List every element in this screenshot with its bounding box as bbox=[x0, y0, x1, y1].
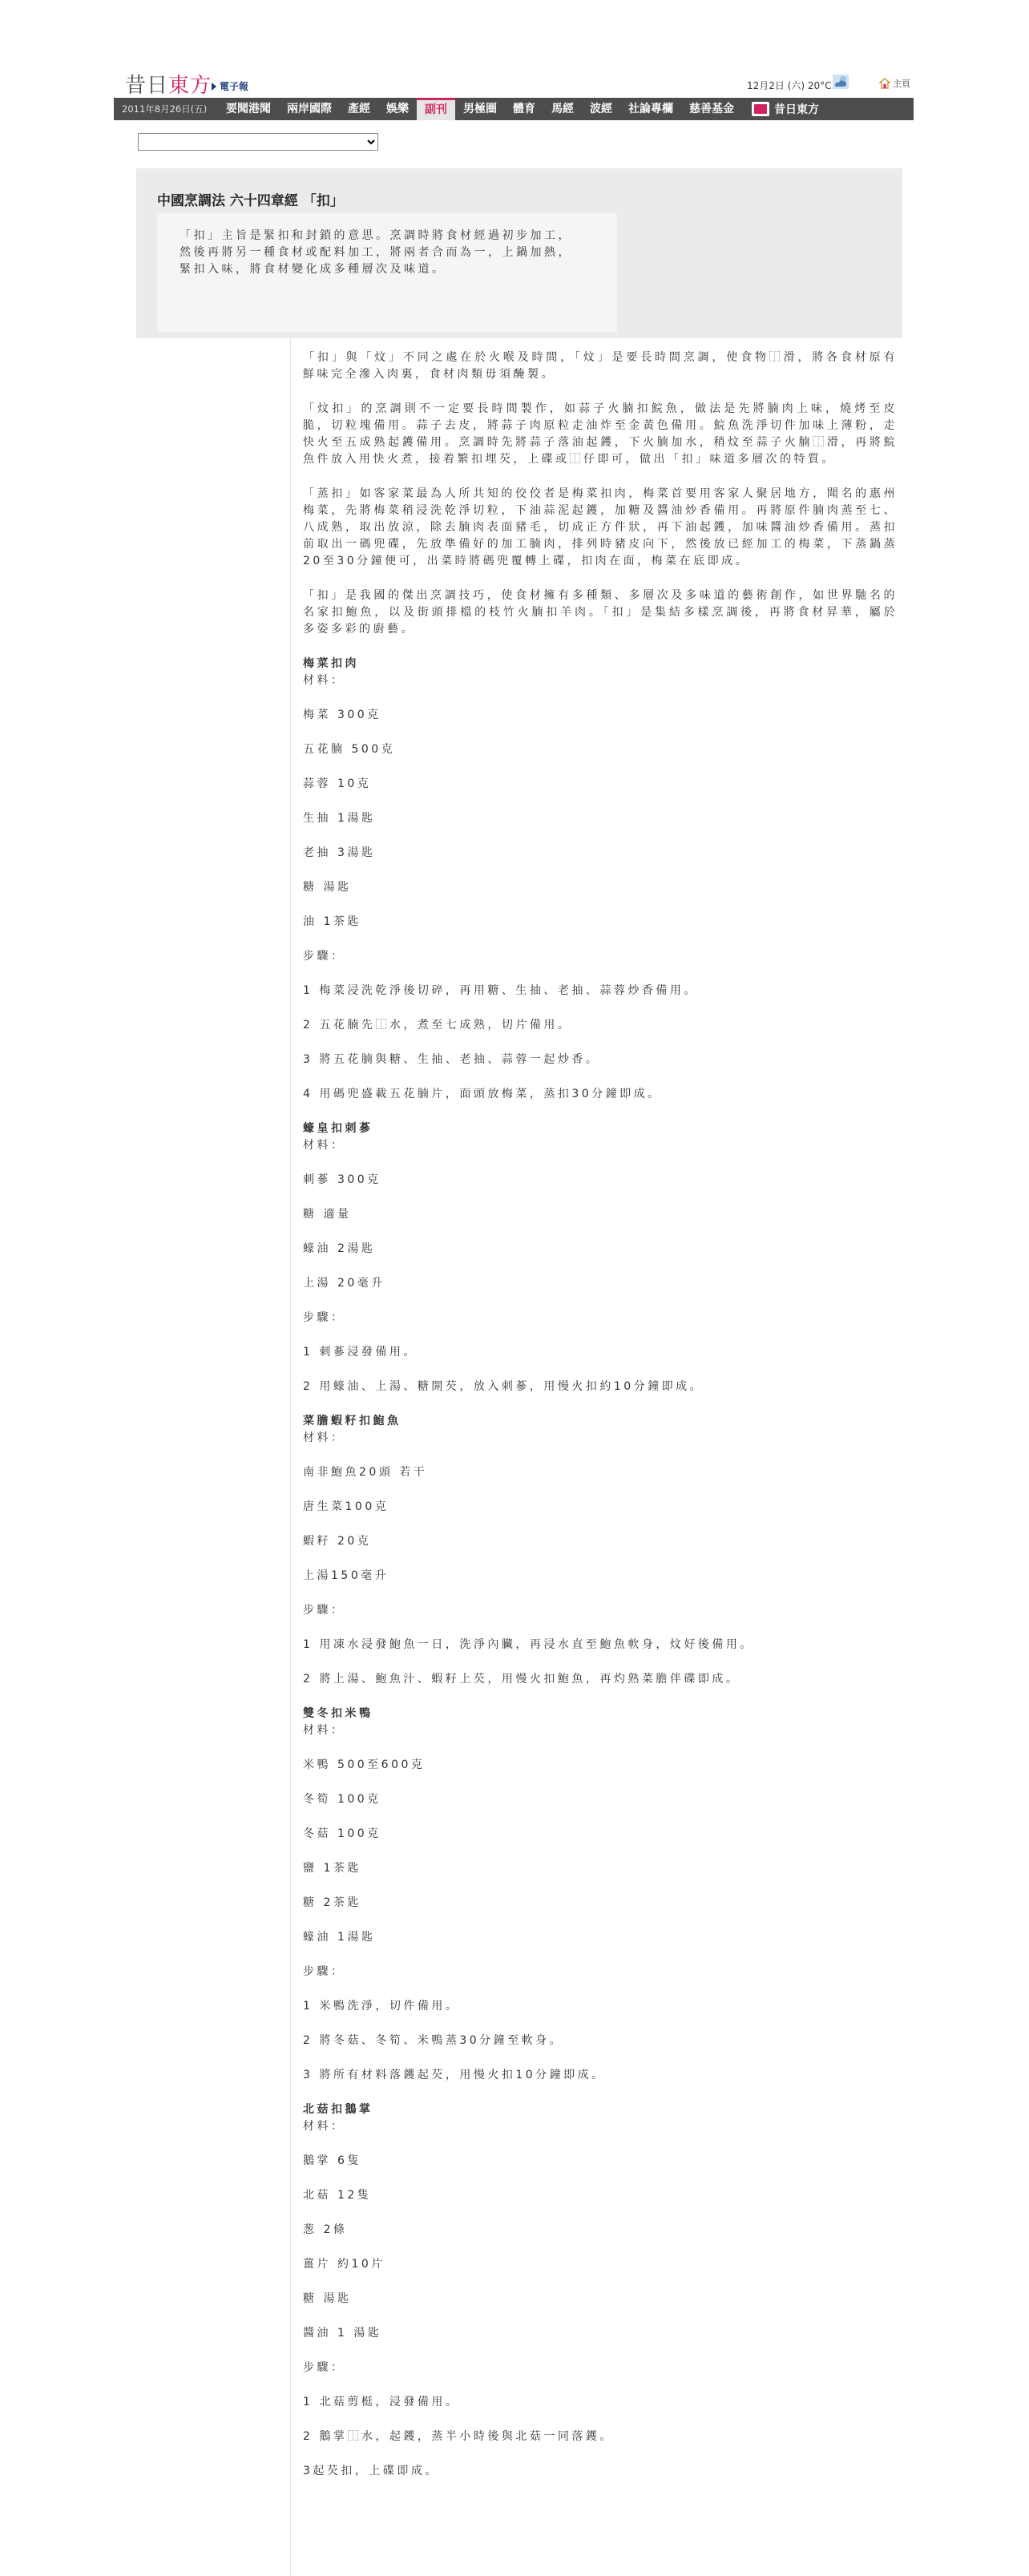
nav-archive-label: 昔日東方 bbox=[774, 103, 819, 116]
epaper-label: 電子報 bbox=[220, 81, 249, 92]
recipe-block bbox=[303, 2102, 898, 2480]
nav-item-supplement[interactable]: 副刊 bbox=[417, 98, 455, 120]
ingredient-item: 蝦籽 20克 bbox=[303, 1535, 372, 1548]
step-item: 1 北菇剪梃，浸發備用。 bbox=[303, 2396, 460, 2408]
nav-item-finance[interactable]: 產經 bbox=[348, 103, 370, 115]
logo-part1: 昔日 bbox=[125, 74, 169, 98]
ingredient-item: 糖 適量 bbox=[303, 1208, 352, 1221]
step-item: 4 用碼兜盛載五花腩片，面頭放梅菜，蒸扣30分鐘即成。 bbox=[303, 1088, 662, 1100]
home-icon bbox=[879, 78, 890, 89]
ingredient-item: 生抽 1湯匙 bbox=[303, 812, 376, 825]
step-item: 3起芡扣，上碟即成。 bbox=[303, 2465, 439, 2477]
page-wrapper bbox=[114, 0, 914, 2477]
ingredient-item: 老抽 3湯匙 bbox=[303, 846, 376, 859]
issue-select[interactable] bbox=[138, 133, 378, 151]
intro-box bbox=[157, 213, 617, 332]
nav-item-football[interactable]: 波經 bbox=[590, 103, 612, 115]
ingredient-item: 冬筍 100克 bbox=[303, 1793, 381, 1806]
recipe-block bbox=[303, 1120, 898, 1395]
site-header bbox=[114, 0, 914, 98]
weather-cloud-icon bbox=[833, 75, 849, 89]
weather-text: 12月2日 (六) 20°C bbox=[747, 80, 832, 91]
step-item: 3 將五花腩與糖、生抽、老抽、蒜蓉一起炒香。 bbox=[303, 1053, 600, 1066]
ingredient-item: 五花腩 500克 bbox=[303, 743, 396, 756]
recipe-block bbox=[303, 1706, 898, 2084]
article-paragraph: 「炆扣」的烹調則不一定要長時間製作，如蒜子火腩扣鯇魚，做法是先將腩肉上味，燒烤至皮脆，切粒塊備用。蒜子去皮，將蒜子肉原粒走油炸至金黃色備用。鯇魚洗淨切件加味上薄粉，走快火至五成熟起鑊備用。烹調時先將蒜子落油起鑊，下火腩加水，稍炆至蒜子火腩⿰滑，再將鯇魚件放入用快火煮，接着繁扣埋芡，上碟或⿰仔即可，做出「扣」味道多層次的特質。 bbox=[303, 402, 898, 466]
step-item: 3 將所有材料落鑊起芡，用慢火扣10分鐘即成。 bbox=[303, 2069, 606, 2081]
nav-item-editorials[interactable]: 社論專欄 bbox=[628, 103, 673, 115]
recipe-block bbox=[303, 656, 898, 1103]
article-paragraph: 「扣」是我國的傑出烹調技巧，使食材擁有多種類、多層次及多味道的藝術創作，如世界馳名的名家扣鮑魚，以及街頭排檔的枝竹火腩扣羊肉。「扣」是集結多樣烹調後，再將食材昇華，屬於多姿多彩的廚藝。 bbox=[303, 589, 898, 636]
ingredient-item: 鹽 1茶匙 bbox=[303, 1862, 361, 1875]
steps-label: 步驟： bbox=[303, 2361, 345, 2374]
ingredient-item: 鵝掌 6隻 bbox=[303, 2154, 361, 2167]
ingredient-item: 上湯150毫升 bbox=[303, 1569, 389, 1582]
steps-label: 步驟： bbox=[303, 950, 345, 963]
nav-date: 2011年8月26日(五) bbox=[122, 103, 208, 115]
ingredients-label: 材料： bbox=[303, 1139, 345, 1152]
recipes-list bbox=[303, 656, 898, 2480]
site-logo[interactable] bbox=[125, 69, 212, 99]
nav-item-news[interactable]: 要聞港聞 bbox=[226, 103, 271, 115]
recipe-block bbox=[303, 1413, 898, 1688]
ingredient-item: 北菇 12隻 bbox=[303, 2189, 372, 2202]
ingredient-item: 糖 湯匙 bbox=[303, 2292, 352, 2305]
calendar-icon bbox=[752, 102, 769, 116]
article-body bbox=[303, 349, 898, 2497]
nav-item-entertainment[interactable]: 娛樂 bbox=[386, 103, 409, 115]
intro-text: 「扣」主旨是緊扣和封鎖的意思。烹調時將食材經過初步加工，然後再將另一種食材或配料加工，將兩者合而為一，上鍋加熱，緊扣入味，將食材變化成多種層次及味道。 bbox=[180, 229, 572, 276]
step-item: 2 將冬菇、冬筍、米鴨蒸30分鐘至軟身。 bbox=[303, 2034, 564, 2047]
ingredient-item: 冬菇 100克 bbox=[303, 1827, 381, 1840]
logo-part2: 東方 bbox=[168, 74, 212, 98]
ingredient-item: 米鴨 500至600克 bbox=[303, 1758, 426, 1771]
home-label: 主頁 bbox=[893, 79, 910, 89]
main-nav bbox=[114, 98, 914, 120]
ingredient-item: 薑片 約10片 bbox=[303, 2258, 385, 2271]
nav-item-sports[interactable]: 體育 bbox=[513, 103, 535, 115]
nav-item-mens[interactable]: 男極圈 bbox=[463, 103, 497, 115]
recipe-title: 雙冬扣米鴨 bbox=[303, 1707, 373, 1720]
epaper-link[interactable] bbox=[212, 79, 248, 93]
ingredient-item: 蒜蓉 10克 bbox=[303, 777, 372, 790]
ingredients-label: 材料： bbox=[303, 674, 345, 687]
recipe-title: 北菇扣鵝掌 bbox=[303, 2103, 373, 2116]
step-item: 2 用蠔油、上湯、糖開芡，放入刺蔘，用慢火扣約10分鐘即成。 bbox=[303, 1380, 704, 1393]
steps-label: 步驟： bbox=[303, 1965, 345, 1978]
step-item: 1 刺蔘浸發備用。 bbox=[303, 1346, 418, 1359]
title-box bbox=[136, 168, 902, 338]
article-paragraph: 「扣」與「炆」不同之處在於火喉及時間，「炆」是要長時間烹調，使食物⿰滑，將各食材原有鮮味完全滲入肉裏，食材肉類毋須醃製。 bbox=[303, 351, 898, 381]
step-item: 2 將上湯、鮑魚汁、蝦籽上芡，用慢火扣鮑魚，再灼熟菜膽伴碟即成。 bbox=[303, 1673, 740, 1686]
step-item: 1 米鴨洗淨，切件備用。 bbox=[303, 2000, 460, 2013]
ingredient-item: 糖 2茶匙 bbox=[303, 1896, 361, 1909]
ingredient-item: 梅菜 300克 bbox=[303, 709, 381, 721]
nav-item-charity[interactable]: 慈善基金 bbox=[689, 103, 734, 115]
ingredient-item: 蠔油 1湯匙 bbox=[303, 1931, 376, 1944]
ingredient-item: 唐生菜100克 bbox=[303, 1500, 389, 1513]
ingredient-item: 油 1茶匙 bbox=[303, 915, 361, 928]
step-item: 2 鵝掌⿰水，起鑊，蒸半小時後與北菇一同落鑊。 bbox=[303, 2430, 614, 2443]
ingredients-label: 材料： bbox=[303, 1431, 345, 1444]
nav-archive-link[interactable] bbox=[752, 101, 819, 117]
ingredient-item: 蠔油 2湯匙 bbox=[303, 1242, 376, 1255]
steps-label: 步驟： bbox=[303, 1311, 345, 1324]
home-link[interactable] bbox=[879, 77, 910, 90]
step-item: 1 用凍水浸發鮑魚一日，洗淨內臟，再浸水直至鮑魚軟身，炆好後備用。 bbox=[303, 1638, 754, 1651]
page-title: 中國烹調法 六十四章經 「扣」 bbox=[157, 193, 344, 209]
step-item: 1 梅菜浸洗乾淨後切碎，再用糖、生抽、老抽、蒜蓉炒香備用。 bbox=[303, 984, 698, 997]
nav-item-china-world[interactable]: 兩岸國際 bbox=[287, 103, 332, 115]
step-item: 2 五花腩先⿰水，煮至七成熟，切片備用。 bbox=[303, 1019, 572, 1032]
recipe-title: 蠔皇扣刺蔘 bbox=[303, 1122, 373, 1135]
ingredient-item: 糖 湯匙 bbox=[303, 881, 352, 894]
steps-label: 步驟： bbox=[303, 1604, 345, 1617]
ingredient-item: 葱 2條 bbox=[303, 2223, 348, 2236]
ingredient-item: 醬油 1 湯匙 bbox=[303, 2327, 382, 2340]
ingredient-item: 刺蔘 300克 bbox=[303, 1173, 381, 1186]
article-divider bbox=[290, 338, 291, 2576]
play-arrow-icon bbox=[212, 83, 216, 91]
ingredient-item: 上湯 20毫升 bbox=[303, 1277, 385, 1290]
article-paragraph: 「蒸扣」如客家菜最為人所共知的佼佼者是梅菜扣肉，梅菜首要用客家人聚居地方，聞名的惠州梅菜，先將梅菜稍浸洗乾淨切粒，下油蒜泥起鑊，加糖及醬油炒香備用。再將原件腩肉蒸至七、八成熟，取出放涼，除去腩肉表面豬毛，切成正方件狀，再下油起鑊，加味醬油炒香備用。蒸扣前取出一碼兜碟，先放準備好的加工腩肉，排列時豬皮向下，然後放已經加工的梅菜，下蒸鍋蒸20至30分鐘便可，出菜時將碼兜覆轉上碟，扣肉在面，梅菜在底即成。 bbox=[303, 487, 898, 567]
ingredients-label: 材料： bbox=[303, 1724, 345, 1737]
recipe-title: 菜膽蝦籽扣鮑魚 bbox=[303, 1415, 402, 1427]
nav-item-horse-racing[interactable]: 馬經 bbox=[551, 103, 574, 115]
ingredient-item: 南非鮑魚20頭 若干 bbox=[303, 1466, 428, 1479]
ingredients-label: 材料： bbox=[303, 2120, 345, 2133]
recipe-title: 梅菜扣肉 bbox=[303, 657, 359, 670]
